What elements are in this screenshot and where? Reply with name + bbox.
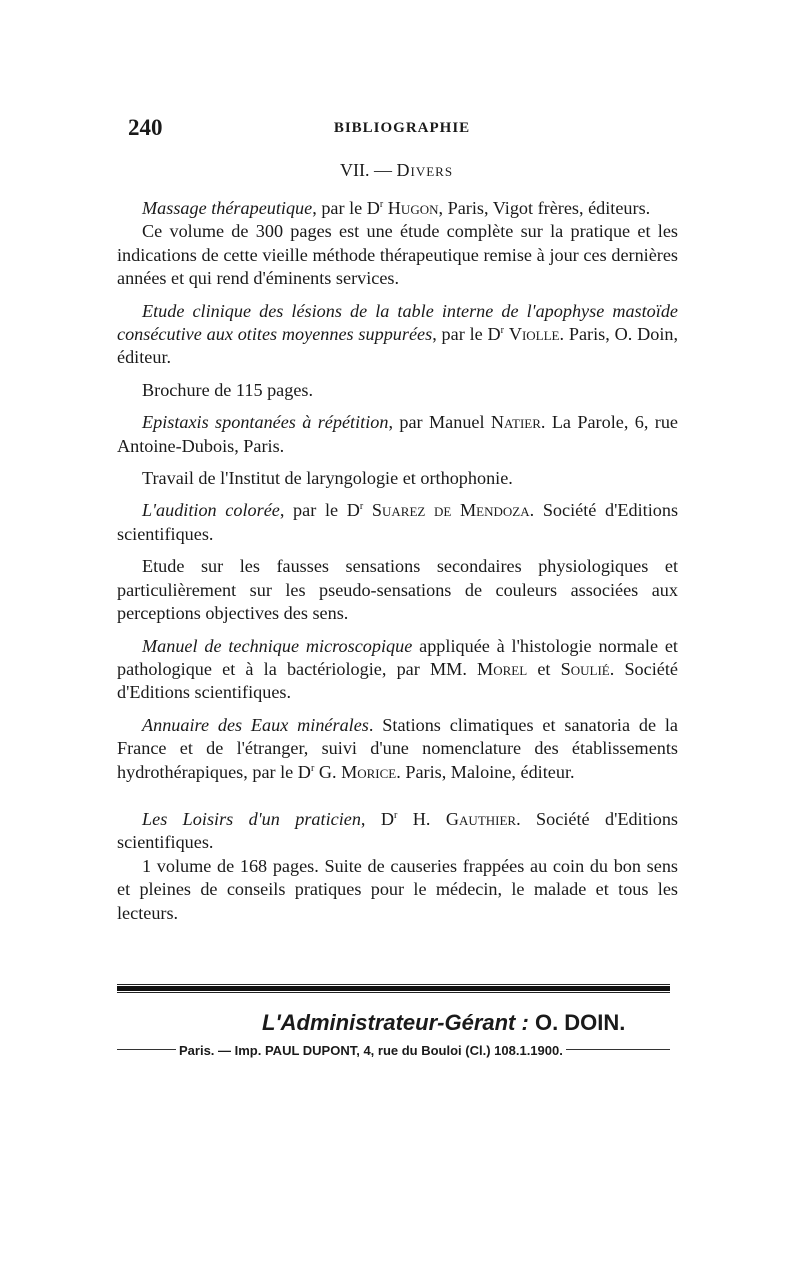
entry-author-title-sup: r bbox=[359, 501, 364, 513]
bibliography-entry bbox=[117, 635, 678, 705]
entry-publisher: . Société d'Editions scientifiques. bbox=[117, 500, 679, 544]
bibliography-entry bbox=[117, 714, 678, 784]
bibliography-list bbox=[117, 197, 678, 925]
entry-title: Etude clinique des lésions de la table interne de l'apophyse mastoïde consécutive aux otites moyennes suppurées bbox=[117, 300, 678, 345]
entry-author: Violle bbox=[508, 324, 560, 345]
bibliography-entry bbox=[117, 499, 678, 546]
entry-title: Manuel de technique microscopique bbox=[142, 635, 413, 656]
entry-author-second: Soulié bbox=[560, 658, 610, 679]
bibliography-entry bbox=[117, 808, 678, 855]
running-title: BIBLIOGRAPHIE bbox=[333, 120, 471, 136]
entry-title: Annuaire des Eaux minérales bbox=[142, 714, 369, 735]
entry-description: Brochure de 115 pages. bbox=[142, 379, 314, 400]
bibliography-entry bbox=[117, 411, 678, 458]
entry-description: Ce volume de 300 pages est une étude complète sur la pratique et les indications de cette vieille méthode thérapeutique remise à jour ces dernières années et qui rend d'éminents services. bbox=[117, 221, 678, 289]
running-head bbox=[128, 115, 676, 145]
entry-author-prefix: , par le D bbox=[279, 500, 360, 521]
entry-author-title-sup: r bbox=[310, 762, 315, 774]
signature-name: O. DOIN. bbox=[534, 1010, 626, 1035]
entry-publisher: . Paris, Maloine, éditeur. bbox=[396, 761, 575, 782]
signature-line bbox=[262, 1010, 625, 1036]
entry-author-title-sup: r bbox=[394, 809, 398, 821]
entry-title: Les Loisirs d'un praticien bbox=[142, 808, 361, 829]
entry-author: Morice bbox=[341, 761, 397, 782]
rule-thin-top bbox=[117, 984, 670, 985]
entry-title: Epistaxis spontanées à répétition bbox=[142, 412, 389, 433]
entry-author: Suarez de Mendoza bbox=[371, 500, 530, 521]
entry-description: Travail de l'Institut de laryngologie et orthophonie. bbox=[142, 468, 513, 489]
entry-title: L'audition colorée bbox=[142, 500, 280, 521]
closing-rule bbox=[117, 984, 670, 993]
entry-author-connector: et bbox=[527, 658, 561, 679]
entry-publisher: . Société d'Editions scientifiques. bbox=[117, 808, 679, 853]
entry-publisher: , Paris, Vigot frères, éditeurs. bbox=[438, 198, 651, 218]
entry-author-prefix: appliquée à l'histologie normale et pathologique et à la bactériologie, par MM. bbox=[117, 635, 678, 679]
entry-author: Natier bbox=[490, 412, 541, 433]
bibliography-entry bbox=[117, 197, 678, 220]
entry-author-title-sup: r bbox=[500, 324, 505, 336]
entry-publisher: . La Parole, 6, rue Antoine-Dubois, Paris. bbox=[117, 412, 678, 456]
section-heading bbox=[340, 160, 453, 181]
entry-description: Etude sur les fausses sensations secondaires physiologiques et particulièrement sur les pseudo-sensations de couleurs associées aux perceptions objectives des sens. bbox=[117, 556, 678, 624]
signature-label: L'Administrateur-Gérant : bbox=[262, 1010, 529, 1035]
entry-author-prefix: , par le D bbox=[312, 198, 380, 218]
entry-title: Massage thérapeutique bbox=[142, 198, 313, 218]
entry-author: Gauthier bbox=[445, 808, 517, 829]
entry-author-prefix: , par le D bbox=[432, 324, 501, 345]
entry-author: Morel bbox=[477, 658, 528, 679]
entry-author-prefix: , par Manuel bbox=[388, 412, 491, 433]
entry-publisher: . Société d'Editions scientifiques. bbox=[117, 658, 678, 703]
bibliography-entry bbox=[117, 300, 678, 370]
rule-thick bbox=[117, 986, 670, 991]
entry-publisher: . Paris, O. Doin, éditeur. bbox=[117, 324, 679, 368]
rule-thin-bottom bbox=[117, 992, 670, 993]
printer-imprint: Paris. — Imp. PAUL DUPONT, 4, rue du Bouloi (Cl.) 108.1.1900. bbox=[176, 1043, 566, 1058]
section-number: VII. — bbox=[340, 160, 392, 180]
entry-author: Hugon bbox=[387, 198, 439, 218]
entry-author-prefix: . Stations climatiques et sanatoria de la France et de l'étranger, suivi d'une nomenclature des établissements hydrothérapiques, par le D bbox=[117, 714, 678, 782]
entry-author-title-sup: r bbox=[379, 198, 384, 210]
entry-author-prefix: , D bbox=[360, 808, 395, 829]
entry-author-initial: H. bbox=[397, 808, 446, 829]
entry-description: 1 volume de 168 pages. Suite de causeries frappées au coin du bon sens et pleines de conseils pratiques pour le médecin, le malade et tous les lecteurs. bbox=[117, 855, 678, 923]
entry-author-initial: G. bbox=[314, 761, 342, 782]
section-title: Divers bbox=[396, 160, 454, 180]
page-number: 240 bbox=[128, 115, 163, 140]
